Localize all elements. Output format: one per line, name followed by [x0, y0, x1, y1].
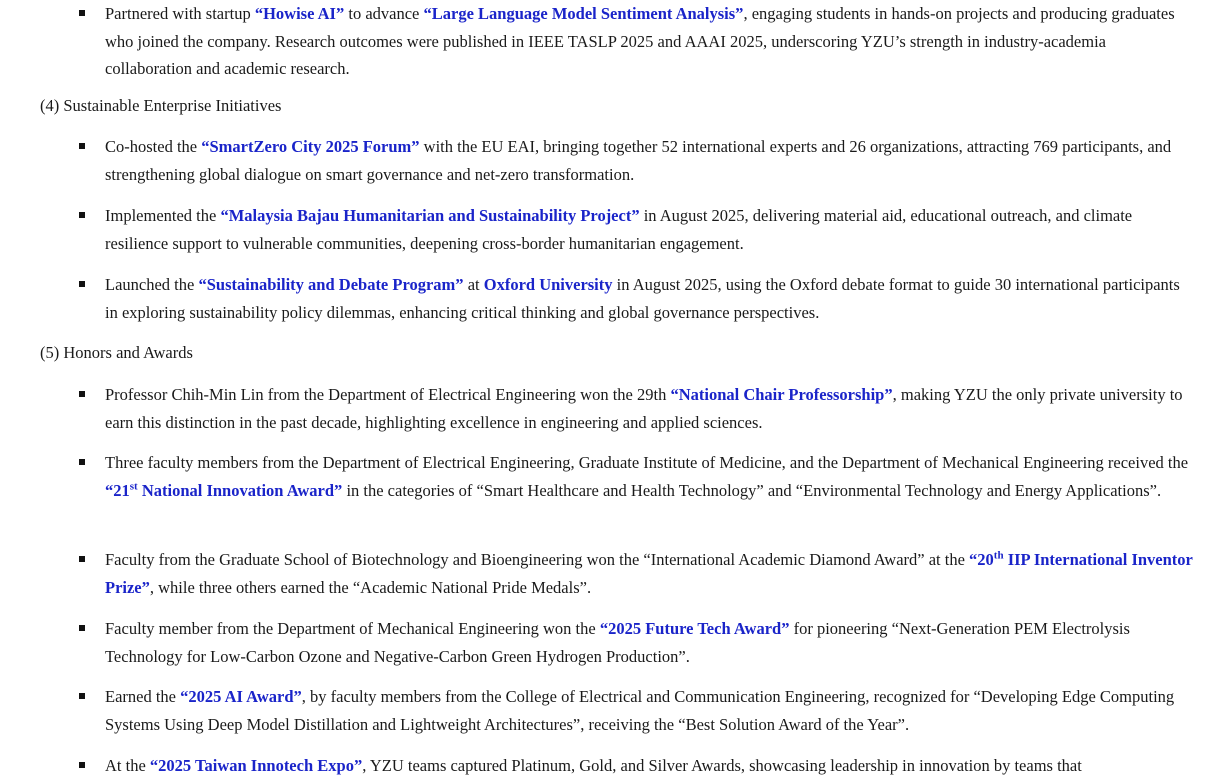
body-text: Implemented the [105, 206, 221, 225]
highlighted-term: Oxford University [483, 275, 613, 294]
square-bullet-icon [79, 625, 85, 631]
square-bullet-icon [79, 459, 85, 465]
highlighted-term: “Large Language Model Sentiment Analysis” [423, 4, 744, 23]
section-heading-4: (4) Sustainable Enterprise Initiatives [40, 96, 282, 115]
body-text: Launched the [105, 275, 199, 294]
list-item [105, 615, 1195, 670]
body-text: , YZU teams captured Platinum, Gold, and Silver Awards, showcasing leadership in innovation by teams that [362, 756, 1082, 775]
list-item-text [105, 550, 1193, 597]
highlighted-term: “20th IIP International Inventor Prize” [105, 549, 1193, 597]
list-item-text [105, 275, 1180, 322]
square-bullet-icon [79, 281, 85, 287]
body-text: Faculty from the Graduate School of Biotechnology and Bioengineering won the “International Academic Diamond Award” at the [105, 550, 970, 569]
highlighted-term: “National Chair Professorship” [670, 385, 893, 404]
body-text: , making YZU the only private university to earn this distinction in the past decade, highlighting excellence in engineering and applied sciences. [105, 385, 1183, 432]
highlighted-term: “2025 Future Tech Award” [599, 619, 790, 638]
square-bullet-icon [79, 391, 85, 397]
square-bullet-icon [79, 212, 85, 218]
list-item-text [105, 206, 1132, 253]
square-bullet-icon [79, 762, 85, 768]
body-text: in August 2025, delivering material aid, educational outreach, and climate resilience support to vulnerable communities, deepening cross-border humanitarian engagement. [105, 206, 1133, 253]
list-item-text [105, 619, 1130, 666]
body-text: in the categories of “Smart Healthcare and Health Technology” and “Environmental Technology and Energy Applications”. [342, 480, 1162, 500]
body-text: Faculty member from the Department of Mechanical Engineering won the [105, 619, 600, 638]
body-text: in August 2025, using the Oxford debate format to guide 30 international participants in exploring sustainability policy dilemmas, enhancing critical thinking and global governance perspectives. [105, 275, 1180, 322]
section-heading-5: (5) Honors and Awards [40, 343, 193, 362]
body-text: Earned the [105, 687, 181, 706]
body-text: Professor Chih-Min Lin from the Department of Electrical Engineering won the 29th [105, 385, 671, 404]
list-item-text [105, 137, 1171, 184]
list-item [105, 0, 1195, 83]
list-item-text [105, 687, 1174, 734]
body-text: to advance [344, 4, 424, 23]
body-text: , by faculty members from the College of Electrical and Communication Engineering, recognized for “Developing Edge Computing Systems Using Deep Model Distillation and Lightweight Architectures”, receiving the “Best Solution Award of the Year”. [105, 687, 1175, 734]
list-item [105, 271, 1195, 326]
list-item-text [105, 453, 1188, 500]
highlighted-term: “Sustainability and Debate Program” [198, 275, 464, 294]
body-text: at [463, 275, 484, 294]
body-text: Three faculty members from the Department of Electrical Engineering, Graduate Institute of Medicine, and the Department of Mechanical Engineering received the [105, 453, 1189, 472]
square-bullet-icon [79, 556, 85, 562]
body-text: with the EU EAI, bringing together 52 international experts and 26 organizations, attracting 769 participants, and strengthening global dialogue on smart governance and net-zero transformation. [105, 137, 1172, 184]
list-item [105, 133, 1195, 188]
list-item [105, 202, 1195, 257]
highlighted-term: “SmartZero City 2025 Forum” [201, 137, 420, 156]
highlighted-term: “2025 AI Award” [180, 687, 302, 706]
body-text: Partnered with startup [105, 4, 255, 23]
body-text: At the [105, 756, 150, 775]
highlighted-term: “2025 Taiwan Innotech Expo” [149, 756, 363, 775]
list-item-text [105, 4, 1175, 78]
list-item [105, 449, 1195, 504]
list-item [105, 381, 1195, 436]
body-text: Co-hosted the [105, 137, 202, 156]
body-text: , engaging students in hands-on projects and producing graduates who joined the company. Research outcomes were published in IEEE TASLP 2025 and AAAI 2025, underscoring YZU’s strength in industry-academia collaboration and academic research. [105, 4, 1175, 78]
highlighted-term: “21st National Innovation Award” [105, 480, 343, 500]
square-bullet-icon [79, 143, 85, 149]
body-text: , while three others earned the “Academic National Pride Medals”. [149, 577, 592, 597]
highlighted-term: “Howise AI” [254, 4, 345, 23]
square-bullet-icon [79, 10, 85, 16]
list-item [105, 683, 1195, 738]
list-item-text [105, 385, 1183, 432]
ordinal-suffix: st [129, 480, 138, 492]
ordinal-suffix: th [993, 549, 1004, 562]
list-item [105, 546, 1195, 601]
square-bullet-icon [79, 693, 85, 699]
body-text: for pioneering “Next-Generation PEM Electrolysis Technology for Low-Carbon Ozone and Negative-Carbon Green Hydrogen Production”. [105, 619, 1130, 666]
list-item [105, 752, 1195, 780]
list-item-text [105, 756, 1082, 775]
highlighted-term: “Malaysia Bajau Humanitarian and Sustainability Project” [220, 206, 640, 225]
